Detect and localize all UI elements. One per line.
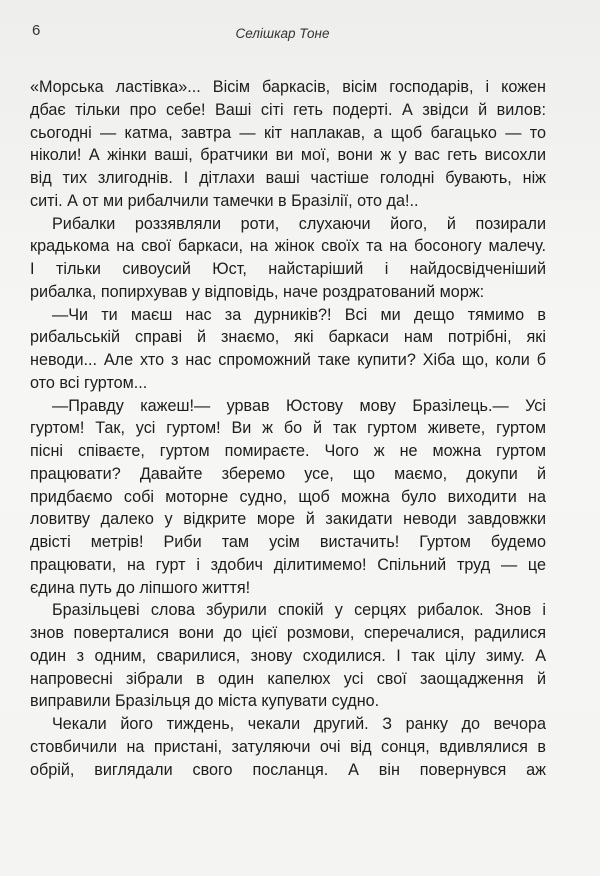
text-line: гуртом! Так, усі гуртом! Ви ж бо й так гуртом живете, гуртом [30, 419, 546, 438]
text-line: —Правду кажеш!— урвав Юстову мову Бразілець.— Усі [52, 396, 546, 415]
text-line: Рибалки роззявляли роти, слухаючи його, й позирали [52, 214, 546, 233]
text-line: пісні співаєте, гуртом помираєте. Чого ж не можна гуртом [30, 442, 546, 460]
text-line: виправили Бразільця до міста купувати судно. [30, 692, 380, 711]
text-line: рибальській справі й знаємо, які баркаси нам потрібні, які [30, 328, 546, 347]
paragraph [30, 599, 546, 713]
text-line: «Морська ластівка»... Вісім баркасів, вісім господарів, і кожен [30, 78, 546, 96]
text-line: стовбичили на пристані, затуляючи очі від сонця, вдивлялися в [30, 737, 546, 756]
text-line: один з одним, сварилися, знову сходилися. І так цілу зиму. А [30, 646, 546, 665]
text-line: сьогодні — катма, завтра — кіт наплакав, а щоб багацько — то [30, 123, 546, 142]
text-line: ситі. А от ми рибалчили тамечки в Бразілії, ото да!.. [30, 191, 419, 210]
text-line: знов поверталися вони до цієї розмови, сперечалися, радилися [30, 624, 546, 642]
text-line: працювати, на гурт і здобич ділитимемо! Спільний труд — це [30, 555, 546, 574]
text-line: придбаємо собі моторне судно, щоб можна було виходити на [30, 487, 546, 506]
page-body [30, 76, 546, 781]
paragraph [30, 213, 546, 304]
text-line: двісті метрів! Риби там усім вистачить! Гуртом будемо [30, 533, 546, 551]
running-title: Селішкар Тоне [235, 26, 330, 41]
paragraph [30, 304, 546, 395]
text-line: неводи... Але хто з нас спроможний таке купити? Хіба що, коли б [30, 351, 546, 369]
text-line: ніколи! А жінки ваші, братчики ви мої, вони ж у вас геть висохли [30, 146, 546, 165]
text-line: —Чи ти маєш нас за дурників?! Всі ми дещо тямимо в [52, 305, 546, 324]
text-line: ловитву далеко у відкрите море й закидати неводи завдовжки [30, 510, 546, 529]
text-line: ото всі гуртом... [30, 373, 148, 392]
paragraph [30, 713, 546, 781]
text-line: дбає тільки про себе! Ваші сіті геть подерті. А звідси й вилов: [30, 100, 546, 119]
text-line: крадькома на свої баркаси, на жінок своїх та на босоногу малечу. [30, 237, 546, 256]
text-line: працювати? Давайте зберемо усе, що маємо, докупи й [30, 464, 546, 483]
text-line: єдина путь до ліпшого життя! [30, 578, 251, 597]
text-line: напровесні зібрали в один капелюх усі свої заощадження й [30, 669, 546, 688]
text-line: Чекали його тиждень, чекали другий. З ранку до вечора [52, 715, 546, 733]
text-line: рибалка, попирхував у відповідь, наче роздратований морж: [30, 282, 485, 301]
text-line: Бразільцеві слова збурили спокій у серцях рибалок. Знов і [52, 601, 546, 620]
page-number: 6 [32, 22, 41, 39]
text-line: І тільки сивоусий Юст, найстаріший і найдосвідченіший [30, 260, 546, 278]
text-line: обрій, виглядали свого посланця. А він повернувся аж [30, 760, 546, 779]
paragraph [30, 76, 546, 213]
paragraph [30, 395, 546, 600]
text-line: від тих злигоднів. І дітлахи ваші частіше голодні бувають, ніж [30, 169, 546, 187]
